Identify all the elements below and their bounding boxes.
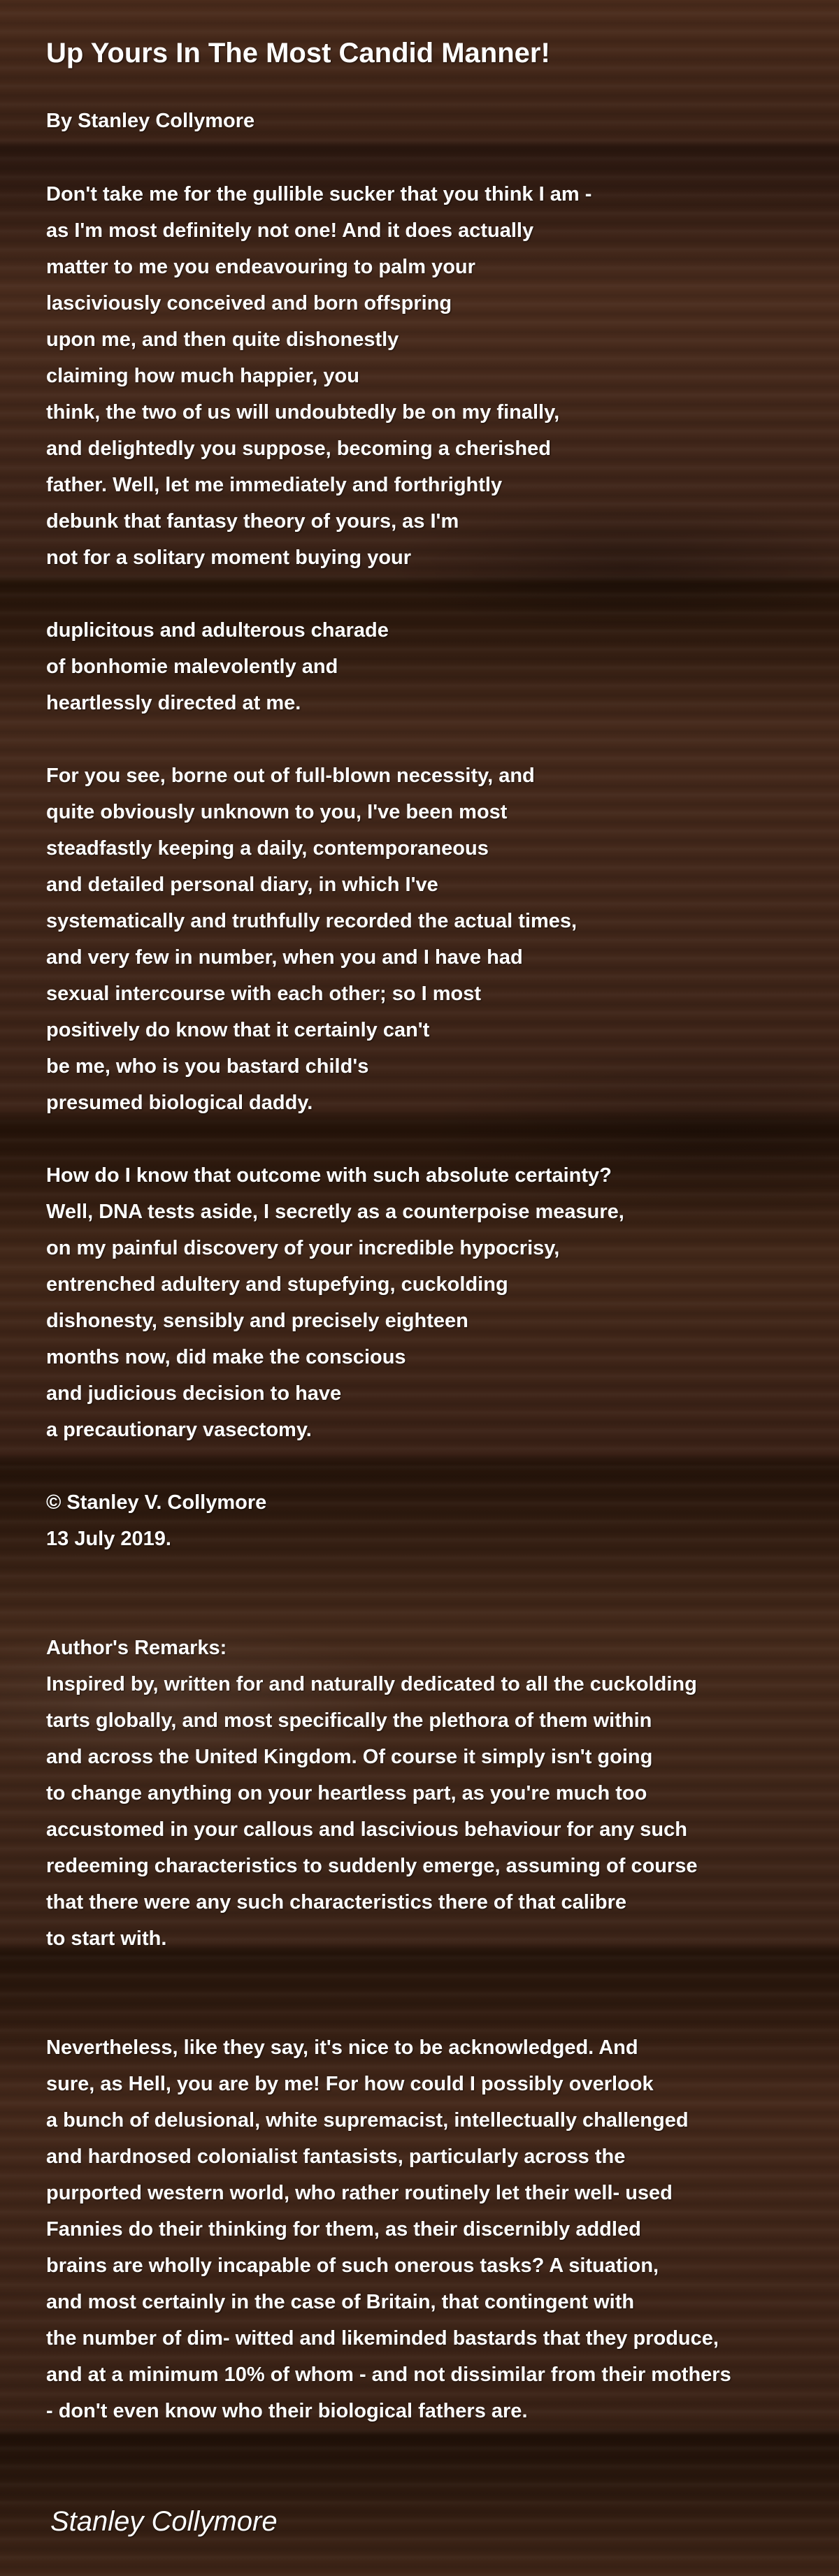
poem-line: as I'm most definitely not one! And it does actually [46,219,534,242]
poem-line: and judicious decision to have [46,1382,342,1405]
poem-line: think, the two of us will undoubtedly be on my finally, [46,401,560,424]
paragraph-line: and at a minimum 10% of whom - and not dissimilar from their mothers [46,2364,731,2386]
stanza [46,176,815,576]
poem-line: quite obviously unknown to you, I've been most [46,801,508,823]
remarks-line: accustomed in your callous and lascivious behaviour for any such [46,1818,687,1841]
remarks-line: that there were any such characteristics there of that calibre [46,1891,627,1913]
stanza-break [46,576,815,612]
poem-line: dishonesty, sensibly and precisely eighteen [46,1310,468,1332]
poem-line: not for a solitary moment buying your [46,547,412,569]
poem-line: debunk that fantasy theory of yours, as I'm [46,510,459,533]
copyright-block [46,1484,815,1557]
author-signature: Stanley Collymore [50,2506,278,2537]
remarks-line: Inspired by, written for and naturally dedicated to all the cuckolding [46,1673,697,1695]
paragraph-line: a bunch of delusional, white supremacist, intellectually challenged [46,2109,689,2132]
remarks-line: to start with. [46,1927,167,1950]
poem-line: For you see, borne out of full-blown necessity, and [46,765,535,787]
paragraph-line: Fannies do their thinking for them, as their discernibly addled [46,2218,641,2241]
poem-line: heartlessly directed at me. [46,692,301,714]
poem-line: and detailed personal diary, in which I've [46,874,438,896]
authors-remarks [46,1630,815,1957]
poem-line: matter to me you endeavouring to palm your [46,256,475,278]
remarks-heading: Author's Remarks: [46,1637,227,1659]
stanza-break [46,1957,815,2029]
stanza [46,758,815,1121]
closing-paragraph [46,2029,815,2429]
poem-title: Up Yours In The Most Candid Manner! [46,38,550,68]
paragraph-line: the number of dim- witted and likeminded bastards that they produce, [46,2327,719,2350]
remarks-line: tarts globally, and most specifically the plethora of them within [46,1709,652,1732]
stanza-break [46,1448,815,1484]
poem-line: positively do know that it certainly can't [46,1019,430,1041]
poem-line: presumed biological daddy. [46,1092,313,1114]
paragraph-line: - don't even know who their biological fathers are. [46,2400,528,2422]
stanza [46,612,815,721]
poem-line: claiming how much happier, you [46,365,359,387]
poem-line: Don't take me for the gullible sucker that you think I am - [46,183,592,205]
paragraph-line: Nevertheless, like they say, it's nice to be acknowledged. And [46,2036,638,2059]
poem-line: steadfastly keeping a daily, contemporaneous [46,837,489,860]
paragraph-line: and most certainly in the case of Britain, that contingent with [46,2291,635,2313]
poem-line: on my painful discovery of your incredible hypocrisy, [46,1237,560,1259]
poem-line: duplicitous and adulterous charade [46,619,389,642]
poem-line: and very few in number, when you and I have had [46,946,523,969]
stanza-break [46,1557,815,1630]
remarks-line: to change anything on your heartless part, as you're much too [46,1782,647,1804]
stanza [46,1157,815,1448]
poem-line: How do I know that outcome with such absolute certainty? [46,1164,612,1187]
poem-line: entrenched adultery and stupefying, cuckolding [46,1273,508,1296]
poem-line: and delightedly you suppose, becoming a cherished [46,437,551,460]
poem-line: months now, did make the conscious [46,1346,406,1368]
poem-line: sexual intercourse with each other; so I most [46,983,482,1005]
poem-line: Well, DNA tests aside, I secretly as a counterpoise measure, [46,1201,624,1223]
paragraph-line: purported western world, who rather routinely let their well- used [46,2182,673,2204]
poem-line: a precautionary vasectomy. [46,1419,312,1441]
remarks-line: and across the United Kingdom. Of course it simply isn't going [46,1746,653,1768]
poem-line: systematically and truthfully recorded the actual times, [46,910,578,932]
paragraph-line: sure, as Hell, you are by me! For how could I possibly overlook [46,2073,654,2095]
paragraph-line: and hardnosed colonialist fantasists, particularly across the [46,2146,626,2168]
stanza-break [46,721,815,758]
stanza-break [46,1121,815,1157]
poem-line: father. Well, let me immediately and forthrightly [46,474,503,496]
copyright-line: © Stanley V. Collymore [46,1491,267,1514]
remarks-line: redeeming characteristics to suddenly emerge, assuming of course [46,1855,698,1877]
poem-line: lasciviously conceived and born offspring [46,292,452,314]
author-byline: By Stanley Collymore [46,110,255,132]
date-line: 13 July 2019. [46,1528,171,1550]
poem-line: upon me, and then quite dishonestly [46,328,399,351]
paragraph-line: brains are wholly incapable of such onerous tasks? A situation, [46,2255,659,2277]
poem-body [46,176,815,2429]
poem-line: be me, who is you bastard child's [46,1055,369,1078]
poem-line: of bonhomie malevolently and [46,656,338,678]
